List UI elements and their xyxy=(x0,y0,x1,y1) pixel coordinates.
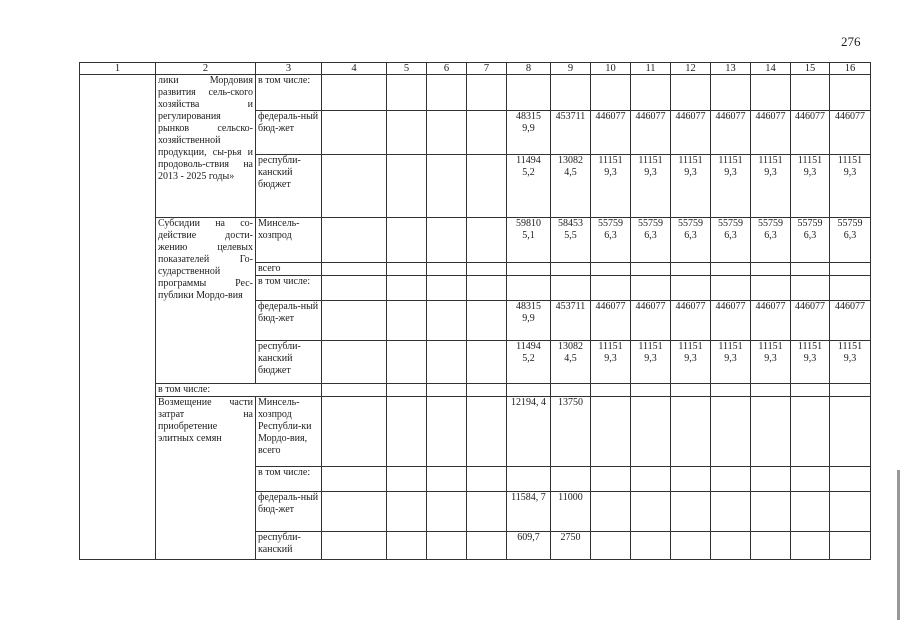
value-cell: 13082 4,5 xyxy=(551,341,591,384)
value-cell: 12194, 4 xyxy=(507,397,551,467)
value-cell: 55759 6,3 xyxy=(711,218,751,263)
value-cell xyxy=(711,397,751,467)
value-cell: 11151 9,3 xyxy=(671,155,711,218)
value-cell xyxy=(631,397,671,467)
value-cell: 446077 xyxy=(671,301,711,341)
value-cell: 446077 xyxy=(591,111,631,155)
col-num-13: 13 xyxy=(711,63,751,75)
col-num-15: 15 xyxy=(791,63,830,75)
value-cell xyxy=(830,492,871,532)
col-num-4: 4 xyxy=(322,63,387,75)
value-cell: 11151 9,3 xyxy=(591,341,631,384)
col1-cell xyxy=(80,75,156,560)
value-cell: 446077 xyxy=(631,111,671,155)
table-row xyxy=(80,397,871,467)
including-span-label: в том числе: xyxy=(156,384,322,397)
value-cell: 11151 9,3 xyxy=(671,341,711,384)
value-cell: 446077 xyxy=(671,111,711,155)
page-number: 276 xyxy=(841,34,861,49)
value-cell: 11151 9,3 xyxy=(711,155,751,218)
scan-edge-mark xyxy=(897,470,900,620)
value-cell: 55759 6,3 xyxy=(591,218,631,263)
value-cell: 2750 xyxy=(551,532,591,560)
col-num-1: 1 xyxy=(80,63,156,75)
total-label: всего xyxy=(256,263,322,276)
value-cell: 11151 9,3 xyxy=(631,155,671,218)
table-row xyxy=(80,218,871,263)
republic-budget-label: республи-канский xyxy=(256,532,322,560)
subsidy-name-cell: Субсидии на со-действие дости-жению целевых показателей Го-сударственной программы Рес-публики Мордо-вия xyxy=(156,218,256,384)
value-cell xyxy=(711,492,751,532)
value-cell: 11000 xyxy=(551,492,591,532)
value-cell: 11151 9,3 xyxy=(791,155,830,218)
value-cell: 446077 xyxy=(591,301,631,341)
value-cell xyxy=(751,397,791,467)
including-label: в том числе: xyxy=(256,75,322,111)
col-num-11: 11 xyxy=(631,63,671,75)
value-cell xyxy=(751,532,791,560)
value-cell: 58453 5,5 xyxy=(551,218,591,263)
col-num-9: 9 xyxy=(551,63,591,75)
value-cell: 453711 xyxy=(551,111,591,155)
col-num-2: 2 xyxy=(156,63,256,75)
value-cell xyxy=(711,532,751,560)
value-cell xyxy=(671,397,711,467)
republic-budget-label: республи-канский бюджет xyxy=(256,155,322,218)
compensation-name-cell: Возмещение части затрат на приобретение элитных семян xyxy=(156,397,256,560)
federal-budget-label: федераль-ный бюд-жет xyxy=(256,111,322,155)
value-cell: 55759 6,3 xyxy=(751,218,791,263)
minselkhoz-label: Минсель-хозпрод xyxy=(256,218,322,263)
value-cell xyxy=(791,492,830,532)
program-name-cell: лики Мордовия развития сель-ского хозяйства и регулирования рынков сельско-хозяйственной продукции, сы-рья и продоволь-ствия на 2013 - 2025 годы» xyxy=(156,75,256,218)
federal-budget-label: федераль-ный бюд-жет xyxy=(256,492,322,532)
value-cell: 11494 5,2 xyxy=(507,341,551,384)
including-label: в том числе: xyxy=(256,276,322,301)
col-num-8: 8 xyxy=(507,63,551,75)
value-cell: 13082 4,5 xyxy=(551,155,591,218)
value-cell: 446077 xyxy=(751,111,791,155)
value-cell xyxy=(671,492,711,532)
value-cell: 55759 6,3 xyxy=(791,218,830,263)
value-cell xyxy=(830,532,871,560)
value-cell xyxy=(591,397,631,467)
value-cell: 446077 xyxy=(791,111,830,155)
value-cell: 11151 9,3 xyxy=(751,341,791,384)
value-cell xyxy=(830,397,871,467)
value-cell xyxy=(591,532,631,560)
republic-budget-label: республи-канский бюджет xyxy=(256,341,322,384)
value-cell: 11151 9,3 xyxy=(830,341,871,384)
col-num-16: 16 xyxy=(830,63,871,75)
value-cell: 59810 5,1 xyxy=(507,218,551,263)
col-num-3: 3 xyxy=(256,63,322,75)
col-num-7: 7 xyxy=(467,63,507,75)
value-cell xyxy=(791,397,830,467)
value-cell: 55759 6,3 xyxy=(830,218,871,263)
column-number-row xyxy=(80,63,871,75)
value-cell: 55759 6,3 xyxy=(671,218,711,263)
value-cell xyxy=(631,532,671,560)
value-cell: 609,7 xyxy=(507,532,551,560)
minselkhoz-rm-total-label: Минсель-хозпрод Республи-ки Мордо-вия, всего xyxy=(256,397,322,467)
value-cell: 446077 xyxy=(830,301,871,341)
col-num-12: 12 xyxy=(671,63,711,75)
value-cell xyxy=(791,532,830,560)
value-cell: 11151 9,3 xyxy=(591,155,631,218)
value-cell: 446077 xyxy=(711,111,751,155)
including-label: в том числе: xyxy=(256,467,322,492)
value-cell: 11151 9,3 xyxy=(711,341,751,384)
value-cell xyxy=(631,492,671,532)
col-num-6: 6 xyxy=(427,63,467,75)
federal-budget-label: федераль-ный бюд-жет xyxy=(256,301,322,341)
value-cell: 446077 xyxy=(791,301,830,341)
value-cell: 446077 xyxy=(830,111,871,155)
value-cell: 11151 9,3 xyxy=(830,155,871,218)
value-cell: 55759 6,3 xyxy=(631,218,671,263)
value-cell: 446077 xyxy=(751,301,791,341)
value-cell xyxy=(751,492,791,532)
value-cell: 446077 xyxy=(631,301,671,341)
table-row xyxy=(80,75,871,111)
value-cell: 446077 xyxy=(711,301,751,341)
budget-table xyxy=(79,62,871,560)
col-num-14: 14 xyxy=(751,63,791,75)
col-num-5: 5 xyxy=(387,63,427,75)
value-cell: 13750 xyxy=(551,397,591,467)
value-cell: 11584, 7 xyxy=(507,492,551,532)
value-cell: 453711 xyxy=(551,301,591,341)
value-cell: 48315 9,9 xyxy=(507,301,551,341)
value-cell: 11151 9,3 xyxy=(631,341,671,384)
value-cell: 11494 5,2 xyxy=(507,155,551,218)
value-cell: 48315 9,9 xyxy=(507,111,551,155)
col-num-10: 10 xyxy=(591,63,631,75)
value-cell xyxy=(671,532,711,560)
table-row xyxy=(80,384,871,397)
value-cell: 11151 9,3 xyxy=(751,155,791,218)
value-cell: 11151 9,3 xyxy=(791,341,830,384)
value-cell xyxy=(591,492,631,532)
